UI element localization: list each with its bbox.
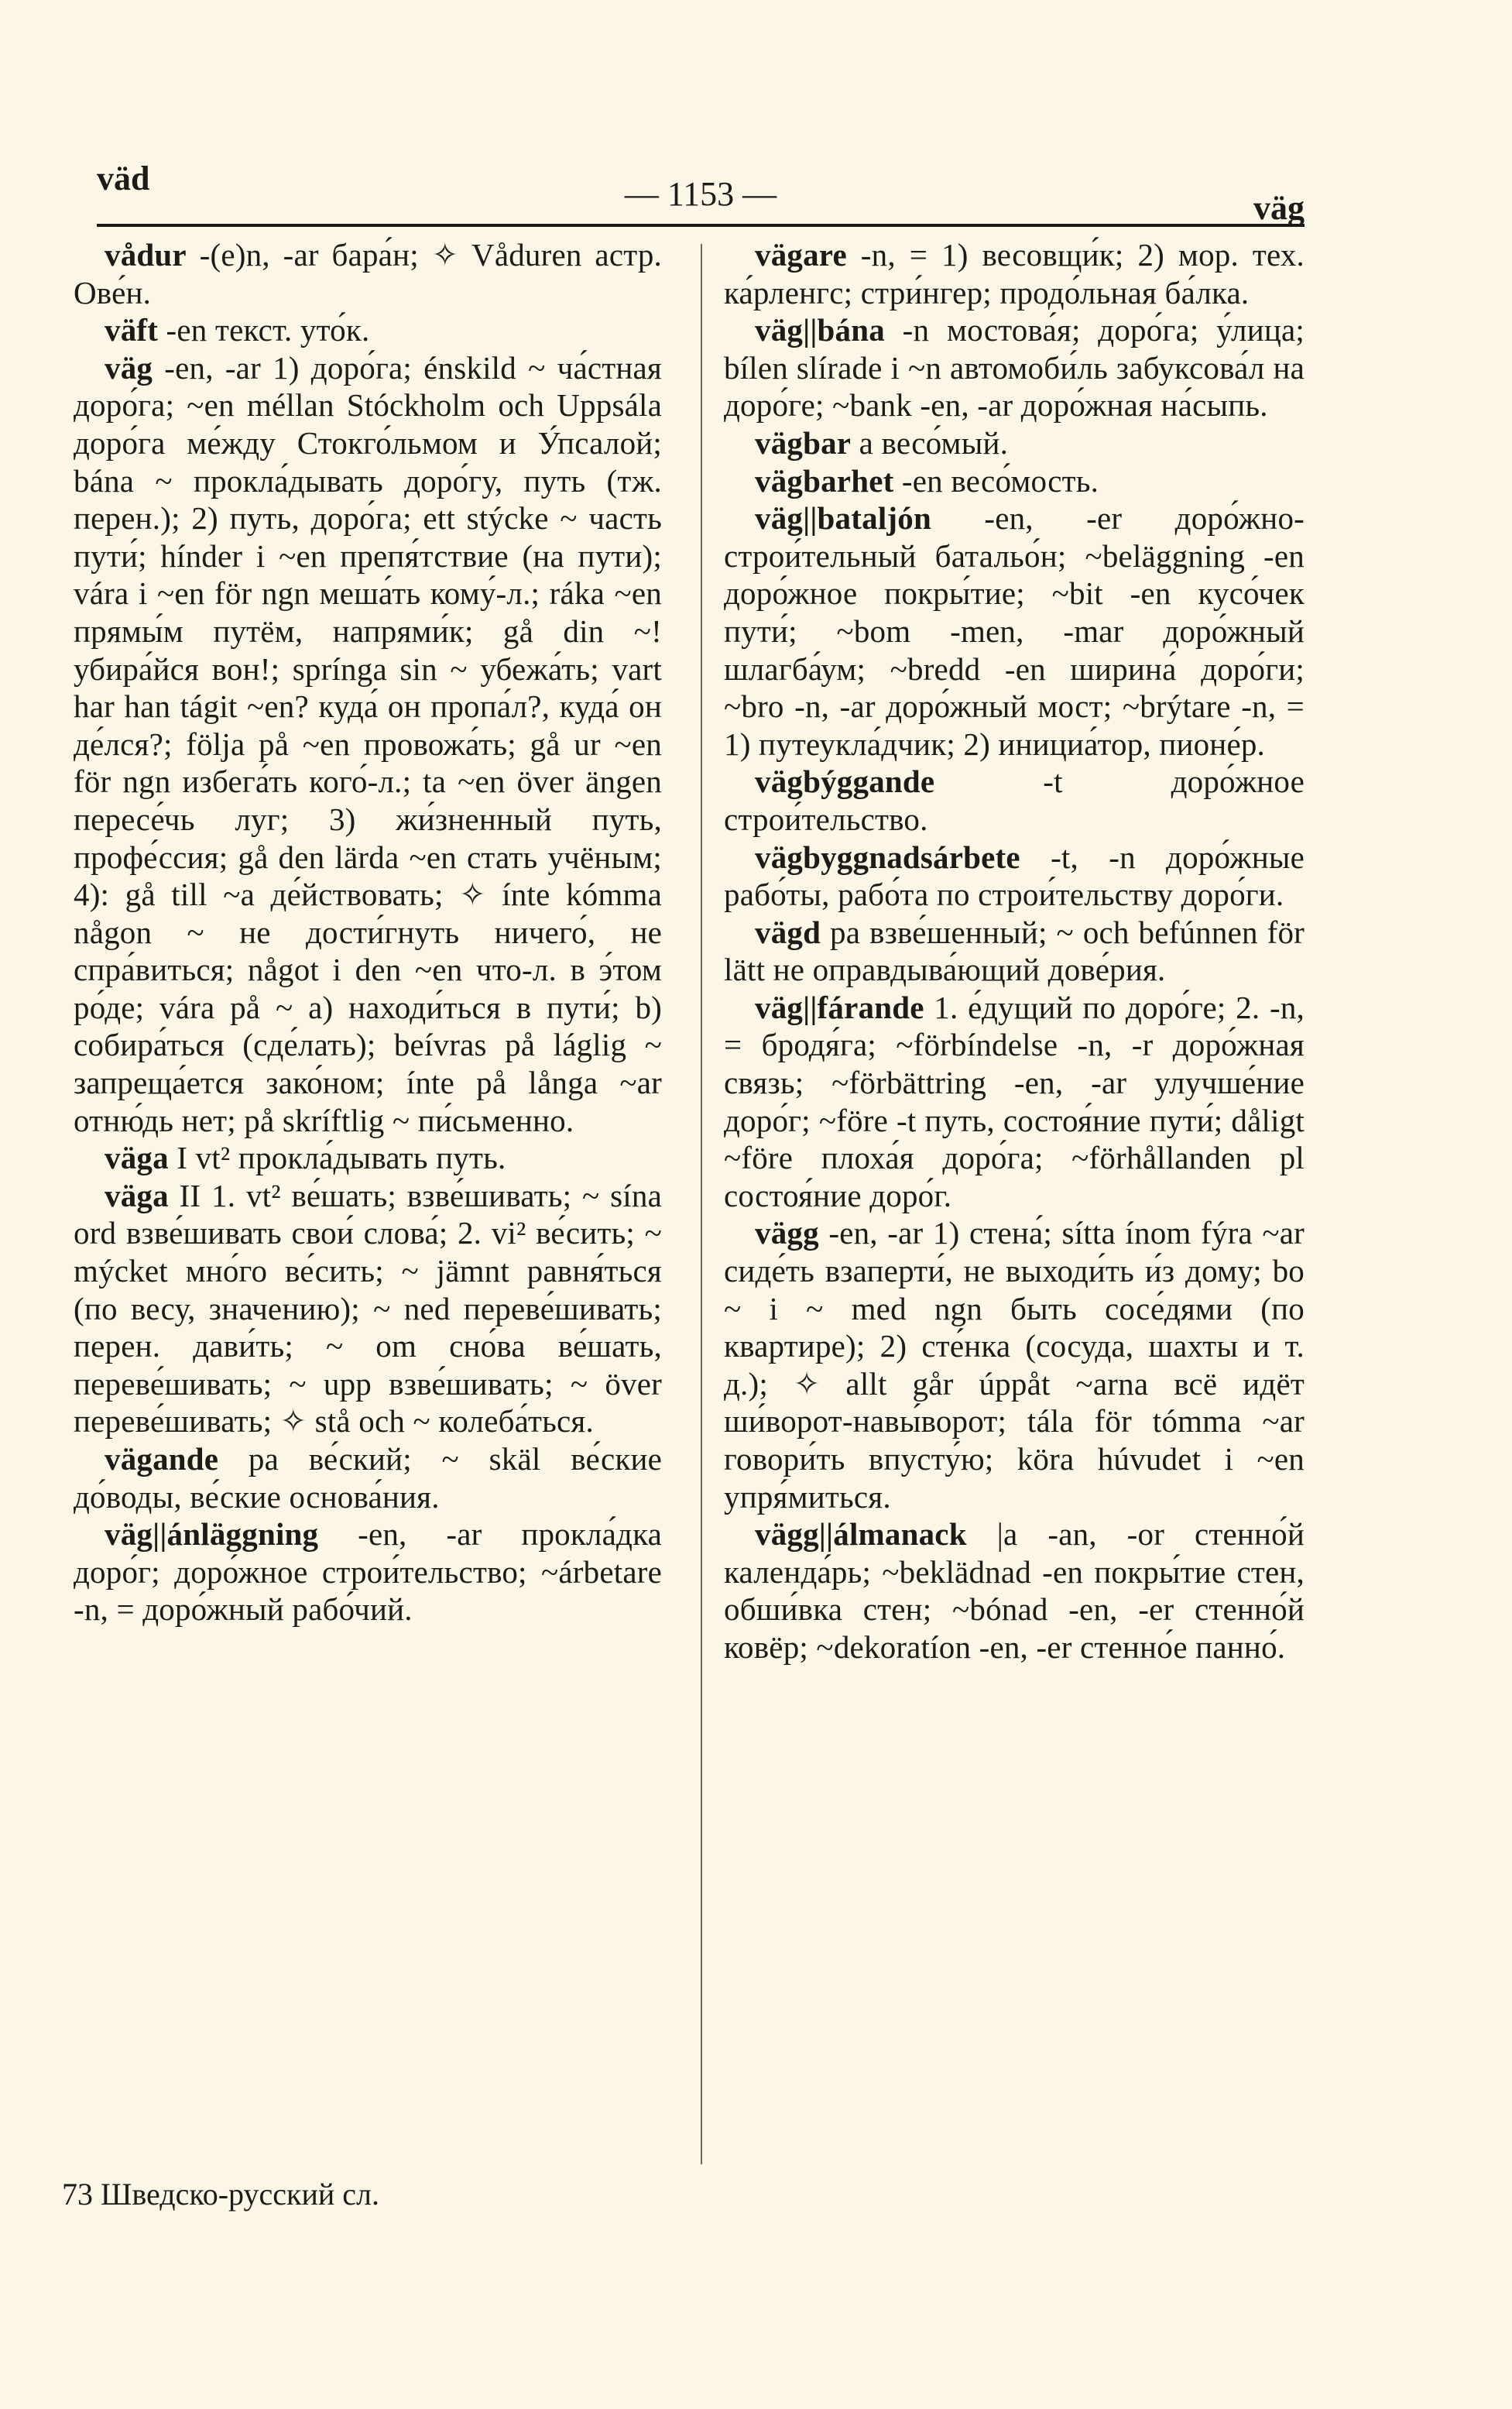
headword: väft bbox=[105, 312, 159, 348]
entry-text: -t доро́жное строи́тельство. bbox=[724, 764, 1305, 837]
dictionary-entry bbox=[724, 462, 1305, 500]
dictionary-entry bbox=[724, 989, 1305, 1215]
dictionary-entry bbox=[74, 1515, 662, 1628]
headword: vägd bbox=[755, 914, 821, 950]
header-rule bbox=[97, 224, 1305, 227]
entry-text: II 1. vt² ве́шать; взве́шивать; ~ sína ord взве́шивать свои́ слова́; 2. vi² ве́сить; ~ mýcket мно́го ве́сить; ~ jämnt равня́ться (по весу, значению); ~ ned переве́шивать; перен. дави́ть; ~ om сно́ва ве́шать, переве́шивать; ~ upp взве́шивать; ~ över переве́шивать; ✧ stå och ~ колеба́ться. bbox=[74, 1177, 662, 1440]
dictionary-entry bbox=[724, 1515, 1305, 1666]
entry-text: pa ве́ский; ~ skäl ве́ские до́воды, ве́ские основа́ния. bbox=[74, 1441, 662, 1515]
entry-text: -en текст. уто́к. bbox=[158, 312, 370, 348]
dictionary-entry bbox=[724, 914, 1305, 989]
dictionary-entry bbox=[724, 839, 1305, 914]
headword: väg||bataljón bbox=[755, 500, 931, 537]
entry-text: -n мостова́я; доро́га; у́лица; bílen slírade i ~n автомоби́ль забуксова́л на доро́ге; ~bank -en, -ar доро́жная на́сыпь. bbox=[724, 312, 1305, 424]
entry-text: -en, -ar 1) стена́; sítta ínom fýra ~ar сиде́ть взаперти́, не выходи́ть и́з дому; bo ~ i ~ med ngn быть сосе́дями (по квартире); 2) сте́нка (сосуда, шахты и т. д.); ✧ allt går úppåt ~arna всё идёт ши́ворот-навы́ворот; tála för tómma ~ar говори́ть впусту́ю; köra húvudet i ~en упря́миться. bbox=[724, 1215, 1305, 1515]
entry-text: -en, -ar 1) доро́га; énskild ~ ча́стная доро́га; ~en méllan Stóckholm och Uppsála доро́га ме́жду Стокго́льмом и У́псалой; bána ~ прокла́дывать доро́гу, путь (тж. перен.); 2) путь, доро́га; ett stýcke ~ часть пути́; hínder i ~en препя́тствие (на пути); vára i ~en för ngn меша́ть кому́-л.; ráka ~en прямы́м путём, напрями́к; gå din ~! убира́йся вон!; sprínga sin ~ убежа́ть; vart har han tágit ~en? куда́ он пропа́л?, куда́ он де́лся?; följa på ~en провожа́ть; gå ur ~en för ngn избега́ть кого́-л.; ta ~en över ängen пересе́чь луг; 3) жи́зненный путь, профе́ссия; gå den lärda ~en стать учёным; 4): gå till ~a де́йствовать; ✧ ínte kómma någon ~ не дости́гнуть ничего́, не спра́виться; något i den ~en что-л. в э́том ро́де; vára på ~ a) находи́ться в пути́; b) собира́ться (сде́лать); beívras på láglig ~ запреща́ется зако́ном; ínte på långa ~ar отню́дь нет; på skríftlig ~ пи́сьменно. bbox=[74, 349, 662, 1138]
headword: vägbýggande bbox=[755, 764, 935, 800]
entry-text: -(e)n, -ar бара́н; ✧ Våduren астр. Ове́н. bbox=[74, 237, 662, 311]
entry-text: -en весо́мость. bbox=[893, 462, 1099, 499]
dictionary-entry bbox=[74, 311, 662, 349]
dictionary-entry bbox=[74, 1139, 662, 1177]
entry-text: -t, -n доро́жные рабо́ты, рабо́та по строи́тельству доро́ги. bbox=[724, 839, 1305, 913]
dictionary-entry bbox=[724, 1214, 1305, 1515]
header-right-guideword: väg bbox=[1253, 189, 1305, 227]
headword: vägg bbox=[755, 1215, 819, 1251]
headword: väga bbox=[105, 1177, 169, 1213]
headword: väg bbox=[105, 349, 153, 386]
page-header bbox=[97, 159, 1305, 236]
page-number: — 1153 — bbox=[624, 175, 777, 213]
entry-text: -n, = 1) весовщи́к; 2) мор. тех. ка́рленгс; стри́нгер; продо́льная ба́лка. bbox=[724, 237, 1305, 311]
headword: vägare bbox=[755, 237, 847, 273]
entry-text: pa взве́шенный; ~ och befúnnen för lätt не оправдыва́ющий дове́рия. bbox=[724, 914, 1305, 988]
dictionary-entry bbox=[724, 236, 1305, 311]
headword: väga bbox=[105, 1140, 169, 1176]
dictionary-entry bbox=[74, 1440, 662, 1515]
dictionary-entry bbox=[74, 236, 662, 311]
printer-signature: 73 Шведско-русский сл. bbox=[62, 2177, 379, 2212]
right-column bbox=[724, 236, 1305, 1666]
headword: vägg||álmanack bbox=[755, 1516, 967, 1553]
headword: vägande bbox=[105, 1441, 219, 1477]
header-left-guideword: väd bbox=[97, 160, 150, 197]
dictionary-entry bbox=[724, 311, 1305, 424]
headword: vägbyggnadsárbete bbox=[755, 839, 1020, 875]
entry-text: -en, -er доро́жно-строи́тельный батальо́н; ~beläggning -en доро́жное покры́тие; ~bit -en кусо́чек пути́; ~bom -men, -mar доро́жный шлагба́ум; ~bredd -en ширина́ доро́ги; ~bro -n, -ar доро́жный мост; ~brýtare -n, = 1) путеукла́дчик; 2) инициа́тор, пионе́р. bbox=[724, 500, 1305, 762]
dictionary-entry bbox=[74, 349, 662, 1139]
dictionary-entry bbox=[724, 424, 1305, 462]
dictionary-entry bbox=[724, 499, 1305, 763]
headword: vägbarhet bbox=[755, 462, 894, 499]
headword: vägbar bbox=[755, 424, 852, 461]
left-column bbox=[74, 236, 662, 1628]
dictionary-entry bbox=[724, 763, 1305, 838]
headword: väg||fárande bbox=[755, 989, 924, 1025]
entry-text: 1. е́дущий по доро́ге; 2. -n, = бродя́га; ~förbíndelse -n, -r доро́жная связь; ~förbättring -en, -ar улучше́ние доро́г; ~före -t путь, состоя́ние пути́; dåligt ~före плоха́я доро́га; ~förhållanden pl состоя́ние доро́г. bbox=[724, 989, 1305, 1213]
dictionary-entry bbox=[74, 1177, 662, 1440]
headword: väg||bána bbox=[755, 312, 885, 348]
entry-text: a весо́мый. bbox=[851, 424, 1009, 461]
headword: vådur bbox=[105, 237, 187, 273]
headword: väg||ánläggning bbox=[105, 1516, 319, 1553]
entry-text: -en, -ar прокла́дка доро́г; доро́жное строи́тельство; ~árbetare -n, = доро́жный рабо́чий. bbox=[74, 1516, 662, 1628]
column-divider bbox=[701, 244, 702, 2164]
entry-text: |a -an, -or стенно́й календа́рь; ~beklädnad -en покры́тие стен, обши́вка стен; ~bónad -en, -er стенно́й ковёр; ~dekoratíon -en, -er стенно́е панно́. bbox=[724, 1516, 1305, 1665]
entry-text: I vt² прокла́дывать путь. bbox=[168, 1140, 506, 1176]
